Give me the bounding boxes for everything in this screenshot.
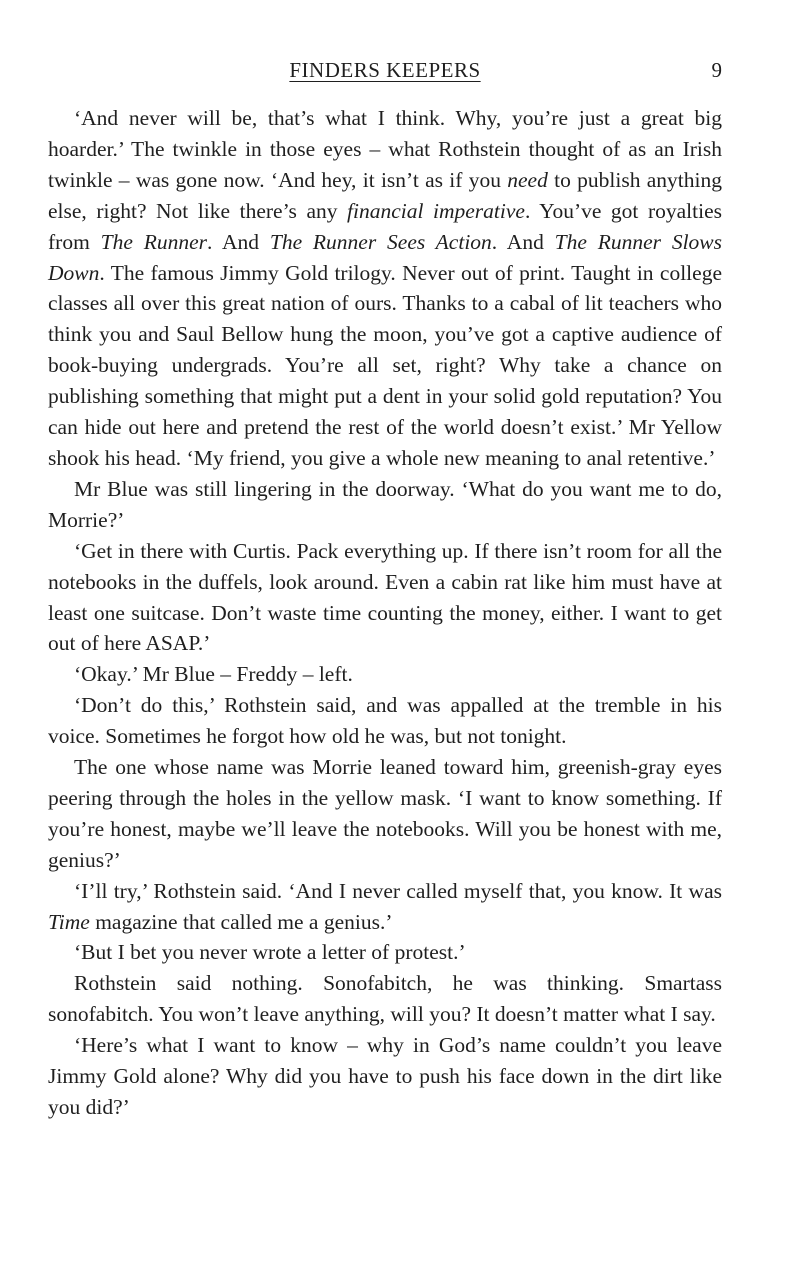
italic-text: need [507, 167, 548, 192]
paragraph [48, 1030, 722, 1123]
running-head [48, 58, 722, 83]
italic-text: Time [48, 909, 90, 934]
text-run: The one whose name was Morrie leaned toward him, greenish-gray eyes peering through the holes in the yellow mask. ‘I want to know something. If you’re honest, maybe we’ll leave the notebooks. Will you be honest with me, genius?’ [48, 755, 722, 872]
paragraph [48, 474, 722, 536]
italic-text: The Runner Slows Down [48, 229, 723, 285]
text-run: ‘I’ll try,’ Rothstein said. ‘And I never called myself that, you know. It was [74, 878, 722, 903]
italic-text: The Runner Sees Action [269, 229, 492, 254]
text-run: ‘Here’s what I want to know – why in God’s name couldn’t you leave Jimmy Gold alone? Why did you have to push his face down in the dirt like you did?’ [48, 1033, 722, 1119]
paragraph [48, 937, 722, 968]
text-run: to publish anything else, right? Not like there’s any [48, 167, 722, 223]
paragraph [48, 690, 722, 752]
body-text [48, 103, 722, 1123]
page-header [48, 58, 722, 90]
italic-text: financial imperative [347, 198, 525, 223]
text-run: ‘Get in there with Curtis. Pack everything up. If there isn’t room for all the notebooks in the duffels, look around. Even a cabin rat like him must have at least one suitcase. Don’t waste time counting the money, either. I want to get out of here ASAP.’ [48, 538, 722, 656]
page-number: 9 [711, 58, 722, 82]
text-run: . And [491, 229, 555, 254]
paragraph [48, 968, 722, 1030]
paragraph [48, 752, 722, 876]
text-run: . You’ve got royalties from [48, 198, 722, 254]
paragraph [48, 536, 722, 660]
running-title: FINDERS KEEPERS [289, 58, 481, 82]
text-run: ‘Don’t do this,’ Rothstein said, and was appalled at the tremble in his voice. Sometimes he forgot how old he was, but not tonight. [48, 693, 722, 749]
paragraph [48, 659, 722, 690]
italic-text: The Runner [100, 229, 207, 254]
paragraph [48, 876, 722, 938]
text-run: Mr Blue was still lingering in the doorway. ‘What do you want me to do, Morrie?’ [48, 476, 722, 532]
text-run: ‘And never will be, that’s what I think. Why, you’re just a great big hoarder.’ The twinkle in those eyes – what Rothstein thought of as an Irish twinkle – was gone now. ‘And hey, it isn’t as if you [48, 106, 722, 192]
text-run: ‘Okay.’ Mr Blue – Freddy – left. [74, 662, 353, 687]
text-run: Rothstein said nothing. Sonofabitch, he was thinking. Smartass sonofabitch. You won’t leave anything, will you? It doesn’t matter what I say. [48, 971, 722, 1027]
paragraph [48, 103, 722, 474]
text-run: magazine that called me a genius.’ [89, 909, 393, 934]
text-run: ‘But I bet you never wrote a letter of protest.’ [74, 940, 466, 965]
text-run: . And [207, 229, 270, 254]
text-run: . The famous Jimmy Gold trilogy. Never out of print. Taught in college classes all over this great nation of ours. Thanks to a cabal of lit teachers who think you and Saul Bellow hung the moon, you’ve got a captive audience of book-buying undergrads. You’re all set, right? Why take a chance on publishing something that might put a dent in your solid gold reputation? You can hide out here and pretend the rest of the world doesn’t exist.’ Mr Yellow shook his head. ‘My friend, you give a whole new meaning to anal retentive.’ [48, 260, 722, 470]
